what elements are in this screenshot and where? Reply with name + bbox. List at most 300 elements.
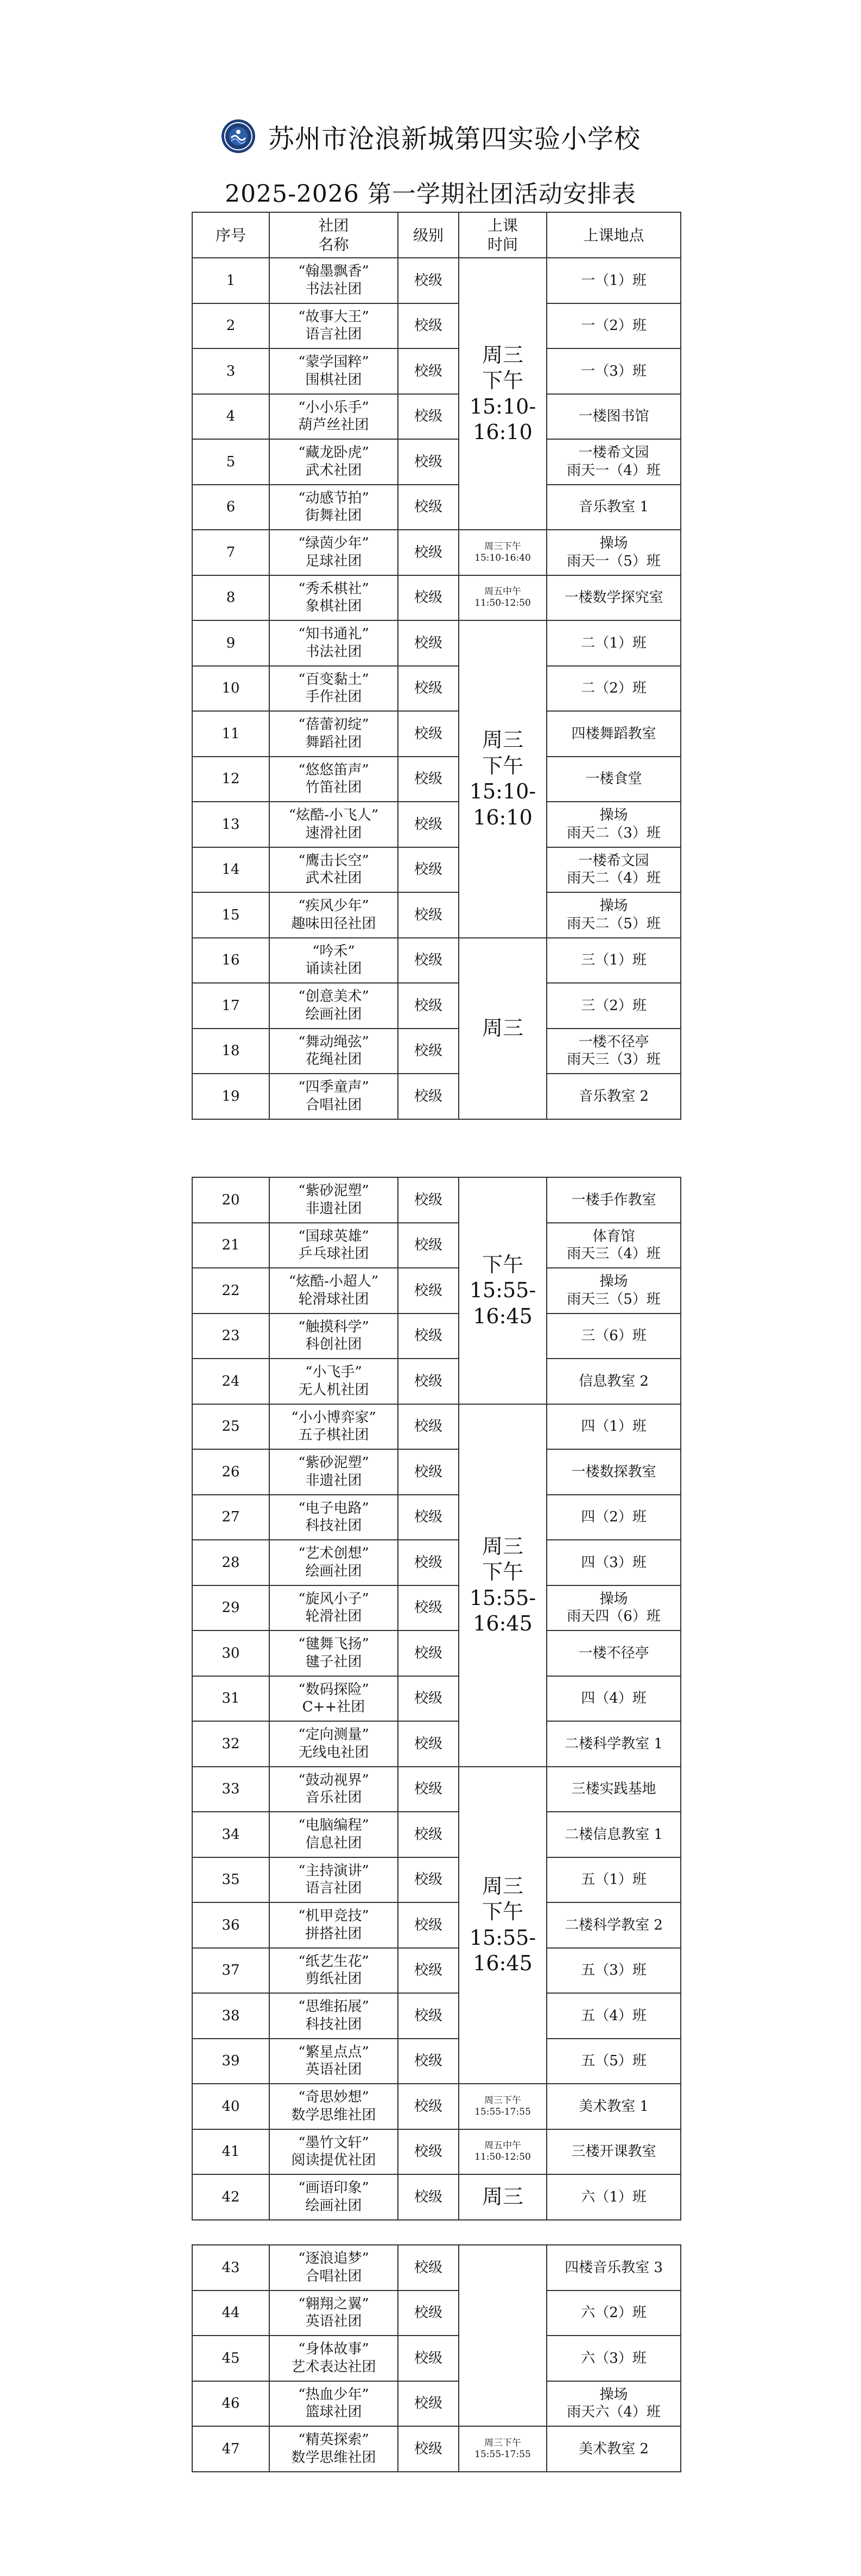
club-category: 数学思维社团 (291, 2107, 376, 2123)
col-header-name-line1: 社团 (318, 217, 349, 234)
table-row (192, 1029, 681, 1074)
class-time-line: 周三 (482, 342, 523, 367)
club-title: “主持演讲” (298, 1862, 369, 1879)
class-location-line: 二（1）班 (581, 635, 647, 651)
club-level: 校级 (398, 983, 459, 1029)
class-time (459, 1767, 547, 2084)
club-level: 校级 (398, 1902, 459, 1948)
class-time-line: 周三 (482, 728, 523, 752)
club-name (269, 1223, 398, 1268)
club-name (269, 2381, 398, 2427)
table-row (192, 1074, 681, 1119)
class-time (459, 2245, 547, 2426)
club-title: “鹰击长空” (298, 852, 369, 869)
club-name (269, 303, 398, 349)
club-title: “翱翔之翼” (298, 2295, 369, 2312)
table-row (192, 1993, 681, 2039)
club-level: 校级 (398, 2084, 459, 2129)
class-location-line: 三楼开课教室 (571, 2143, 656, 2160)
table-row (192, 711, 681, 757)
class-time-line: 15:55-17:55 (474, 2448, 531, 2460)
schedule-table-part-1 (192, 212, 681, 1120)
class-location (547, 1495, 681, 1540)
class-time (459, 2174, 547, 2220)
table-row (192, 2381, 681, 2427)
club-number: 24 (192, 1359, 269, 1404)
table-row (192, 1177, 681, 1223)
club-category: 速滑社团 (305, 824, 362, 841)
club-category: 葫芦丝社团 (298, 417, 369, 434)
club-name (269, 711, 398, 757)
club-category: 书法社团 (305, 643, 362, 660)
class-location-line: 四楼音乐教室 3 (565, 2259, 663, 2276)
class-location-line: 雨天六（4）班 (567, 2404, 661, 2421)
club-number: 8 (192, 575, 269, 621)
club-title: “鼓动视界” (298, 1772, 369, 1788)
table-row (192, 1857, 681, 1903)
club-name (269, 348, 398, 394)
table-row (192, 802, 681, 847)
club-number: 6 (192, 485, 269, 530)
club-category: 围棋社团 (305, 371, 362, 388)
club-category: 武术社团 (305, 870, 362, 887)
club-name (269, 1404, 398, 1450)
club-number: 37 (192, 1948, 269, 1994)
table-row (192, 938, 681, 984)
class-time-line: 周三下午 (484, 541, 521, 552)
club-title: “毽舞飞扬” (298, 1636, 369, 1653)
class-location-line: 一楼不径亭 (578, 1033, 649, 1050)
club-level: 校级 (398, 711, 459, 757)
club-level: 校级 (398, 802, 459, 847)
club-title: “吟禾” (312, 943, 355, 960)
club-number: 1 (192, 258, 269, 303)
col-header-location: 上课地点 (547, 212, 681, 258)
club-category: 音乐社团 (305, 1790, 362, 1806)
class-time-line: 周五中午 (484, 586, 521, 597)
class-time-line: 11:50-12:50 (474, 2152, 531, 2163)
class-location-line: 一（1）班 (581, 272, 647, 289)
club-category: 竹笛社团 (305, 779, 362, 796)
club-category: 绘画社团 (305, 1563, 362, 1579)
club-category: 拼搭社团 (305, 1925, 362, 1942)
class-location-line: 体育馆 (592, 1228, 635, 1245)
club-name (269, 258, 398, 303)
club-category: 非遗社团 (305, 1200, 362, 1217)
class-location-line: 操场 (599, 898, 628, 915)
club-name (269, 485, 398, 530)
club-name (269, 575, 398, 621)
club-name (269, 892, 398, 938)
class-location-line: 雨天三（5）班 (567, 1291, 661, 1308)
class-location-line: 一（3）班 (581, 363, 647, 379)
class-time-line: 周三 (482, 1874, 523, 1898)
class-time-line: 下午 (482, 369, 523, 392)
class-time-line: 周三 (482, 2185, 523, 2209)
club-category: 绘画社团 (305, 2197, 362, 2214)
club-number: 28 (192, 1540, 269, 1585)
club-category: 非遗社团 (305, 1472, 362, 1489)
club-level: 校级 (398, 1223, 459, 1268)
club-title: “故事大王” (298, 308, 369, 325)
club-category: 毽子社团 (305, 1653, 362, 1670)
club-title: “思维拓展” (298, 1998, 369, 2015)
club-category: 艺术表达社团 (291, 2358, 376, 2375)
club-category: 信息社团 (305, 1835, 362, 1851)
class-time-line: 16:45 (473, 1951, 533, 1976)
table-row (192, 2039, 681, 2084)
club-number: 25 (192, 1404, 269, 1450)
class-location-line: 雨天一（5）班 (567, 553, 661, 569)
club-name (269, 1721, 398, 1767)
club-number: 29 (192, 1585, 269, 1631)
club-category: C++社团 (302, 1699, 365, 1716)
class-time-line: 周三 (482, 1016, 523, 1040)
club-name (269, 530, 398, 575)
class-location-line: 一楼图书馆 (578, 408, 649, 424)
table-row (192, 1812, 681, 1857)
class-time-line: 下午 (482, 1252, 523, 1277)
class-location (547, 847, 681, 893)
club-title: “机甲竞技” (298, 1908, 369, 1925)
class-time-line: 15:55-17:55 (474, 2106, 531, 2117)
class-location-line: 六（2）班 (581, 2305, 647, 2321)
class-location (547, 1857, 681, 1903)
class-time (459, 620, 547, 938)
club-number: 42 (192, 2174, 269, 2220)
class-location (547, 1029, 681, 1074)
class-location (547, 2174, 681, 2220)
class-location-line: 五（4）班 (581, 2007, 647, 2024)
club-level: 校级 (398, 348, 459, 394)
club-number: 12 (192, 757, 269, 802)
club-name (269, 1812, 398, 1857)
club-category: 英语社团 (305, 2061, 362, 2078)
class-location-line: 一（2）班 (581, 318, 647, 334)
table-row (192, 1948, 681, 1994)
club-level: 校级 (398, 1812, 459, 1857)
table-row (192, 1540, 681, 1585)
club-level: 校级 (398, 1767, 459, 1812)
club-name (269, 1314, 398, 1359)
class-location (547, 1993, 681, 2039)
class-location (547, 1721, 681, 1767)
schedule-table-part-2 (192, 1177, 681, 2220)
class-location (547, 2084, 681, 2129)
club-number: 13 (192, 802, 269, 847)
class-time (459, 1404, 547, 1767)
class-location (547, 394, 681, 440)
table-row (192, 2336, 681, 2381)
table-row (192, 1359, 681, 1404)
col-header-time-line1: 上课 (487, 217, 518, 234)
class-location-line: 三（2）班 (581, 997, 647, 1014)
table-row (192, 983, 681, 1029)
class-location-line: 四（3）班 (581, 1554, 647, 1571)
club-level: 校级 (398, 1676, 459, 1722)
club-name (269, 983, 398, 1029)
table-row (192, 1767, 681, 1812)
class-time (459, 258, 547, 530)
class-location (547, 1676, 681, 1722)
class-location (547, 1404, 681, 1450)
table-row (192, 303, 681, 349)
club-title: “蒙学国粹” (298, 354, 369, 371)
club-title: “炫酷-小超人” (288, 1273, 379, 1290)
class-location-line: 雨天三（4）班 (567, 1246, 661, 1262)
class-location (547, 258, 681, 303)
table-row (192, 1676, 681, 1722)
class-location-line: 一楼希文园 (578, 445, 649, 461)
club-category: 书法社团 (305, 281, 362, 297)
class-time-line: 下午 (482, 1560, 523, 1584)
club-level: 校级 (398, 1449, 459, 1495)
club-name (269, 1857, 398, 1903)
class-location-line: 二（2）班 (581, 680, 647, 696)
class-location-line: 操场 (599, 1590, 628, 1607)
class-location (547, 938, 681, 984)
class-time (459, 530, 547, 575)
club-level: 校级 (398, 1857, 459, 1903)
class-location (547, 620, 681, 666)
class-location-line: 雨天二（4）班 (567, 870, 661, 887)
club-number: 31 (192, 1676, 269, 1722)
club-title: “繁星点点” (298, 2044, 369, 2060)
club-name (269, 2039, 398, 2084)
table-row (192, 258, 681, 303)
table-row (192, 666, 681, 712)
club-title: “动感节拍” (298, 490, 369, 506)
class-location (547, 2336, 681, 2381)
club-category: 科技社团 (305, 1518, 362, 1534)
class-time (459, 938, 547, 1119)
table-row (192, 757, 681, 802)
class-time (459, 2084, 547, 2129)
class-location-line: 一楼数探教室 (571, 1463, 656, 1480)
club-number: 20 (192, 1177, 269, 1223)
table-row (192, 575, 681, 621)
table-row (192, 2174, 681, 2220)
club-level: 校级 (398, 530, 459, 575)
class-time-line: 11:50-12:50 (474, 598, 531, 609)
table-header-row (192, 212, 681, 258)
club-level: 校级 (398, 2381, 459, 2427)
table-row (192, 1721, 681, 1767)
club-name (269, 2291, 398, 2336)
club-level: 校级 (398, 1029, 459, 1074)
club-title: “旋风小子” (298, 1590, 369, 1607)
class-time-line: 15:55- (469, 1925, 536, 1950)
club-number: 34 (192, 1812, 269, 1857)
class-location-line: 一楼希文园 (578, 852, 649, 869)
class-location-line: 四（2）班 (581, 1509, 647, 1525)
club-category: 诵读社团 (305, 961, 362, 978)
table-row (192, 1314, 681, 1359)
club-name (269, 1268, 398, 1314)
class-location-line: 雨天二（3）班 (567, 824, 661, 841)
club-name (269, 1074, 398, 1119)
club-category: 轮滑社团 (305, 1608, 362, 1625)
club-level: 校级 (398, 1074, 459, 1119)
class-time-line: 16:45 (473, 1611, 533, 1635)
class-location-line: 五（1）班 (581, 1871, 647, 1888)
class-time-line: 15:10- (469, 394, 536, 418)
club-category: 象棋社团 (305, 598, 362, 615)
club-number: 39 (192, 2039, 269, 2084)
club-number: 21 (192, 1223, 269, 1268)
club-category: 合唱社团 (305, 2268, 362, 2285)
club-level: 校级 (398, 1495, 459, 1540)
club-number: 2 (192, 303, 269, 349)
club-level: 校级 (398, 258, 459, 303)
club-number: 23 (192, 1314, 269, 1359)
club-title: “百变黏土” (298, 671, 369, 688)
club-level: 校级 (398, 485, 459, 530)
class-time (459, 1177, 547, 1404)
club-category: 数学思维社团 (291, 2449, 376, 2466)
class-time-line: 周三下午 (484, 2437, 521, 2448)
club-number: 44 (192, 2291, 269, 2336)
club-name (269, 1676, 398, 1722)
club-title: “触摸科学” (298, 1318, 369, 1335)
club-level: 校级 (398, 2174, 459, 2220)
class-location (547, 2426, 681, 2472)
club-number: 16 (192, 938, 269, 984)
club-title: “身体故事” (298, 2341, 369, 2358)
school-logo-icon (220, 118, 256, 154)
club-level: 校级 (398, 2245, 459, 2291)
class-location-line: 五（3）班 (581, 1962, 647, 1978)
class-location-line: 三（1）班 (581, 952, 647, 968)
class-location-line: 三楼实践基地 (571, 1781, 656, 1797)
class-location (547, 2291, 681, 2336)
club-level: 校级 (398, 2426, 459, 2472)
club-name (269, 2084, 398, 2129)
club-name (269, 2426, 398, 2472)
club-number: 36 (192, 1902, 269, 1948)
club-number: 41 (192, 2129, 269, 2175)
club-title: “画语印象” (298, 2180, 369, 2197)
class-location-line: 一楼食堂 (585, 771, 642, 787)
club-title: “逐浪追梦” (298, 2250, 369, 2267)
club-title: “炫酷-小飞人” (288, 807, 379, 824)
table-row (192, 1585, 681, 1631)
club-level: 校级 (398, 1314, 459, 1359)
club-number: 43 (192, 2245, 269, 2291)
club-level: 校级 (398, 2129, 459, 2175)
club-level: 校级 (398, 1404, 459, 1450)
class-location-line: 信息教室 2 (579, 1373, 649, 1389)
club-category: 无线电社团 (298, 1744, 369, 1761)
class-time-line: 16:10 (473, 805, 533, 829)
club-number: 32 (192, 1721, 269, 1767)
table-row (192, 892, 681, 938)
club-title: “国球英雄” (298, 1228, 369, 1245)
class-location-line: 美术教室 1 (579, 2098, 649, 2115)
club-level: 校级 (398, 666, 459, 712)
document-title: 2025-2026 第一学期社团活动安排表 (225, 180, 636, 208)
club-level: 校级 (398, 2039, 459, 2084)
club-level: 校级 (398, 303, 459, 349)
club-number: 27 (192, 1495, 269, 1540)
class-time-line: 周三 (482, 1534, 523, 1558)
club-number: 26 (192, 1449, 269, 1495)
club-level: 校级 (398, 620, 459, 666)
club-number: 38 (192, 1993, 269, 2039)
club-category: 科技社团 (305, 2016, 362, 2033)
club-name (269, 439, 398, 485)
col-header-name (269, 212, 398, 258)
class-location (547, 1268, 681, 1314)
club-title: “创意美术” (298, 988, 369, 1005)
club-name (269, 2129, 398, 2175)
table-row (192, 394, 681, 440)
club-title: “疾风少年” (298, 898, 369, 915)
club-title: “电脑编程” (298, 1817, 369, 1834)
club-title: “数码探险” (298, 1681, 369, 1698)
class-location-line: 一楼手作教室 (571, 1191, 656, 1208)
club-level: 校级 (398, 1630, 459, 1676)
class-location-line: 美术教室 2 (579, 2440, 649, 2457)
class-time-line: 16:10 (473, 420, 533, 444)
class-time-line: 周五中午 (484, 2140, 521, 2151)
table-row (192, 620, 681, 666)
club-name (269, 1585, 398, 1631)
class-location (547, 2245, 681, 2291)
club-level: 校级 (398, 757, 459, 802)
table-row (192, 2426, 681, 2472)
class-location (547, 802, 681, 847)
class-location-line: 雨天三（3）班 (567, 1051, 661, 1068)
club-number: 9 (192, 620, 269, 666)
class-location (547, 1074, 681, 1119)
table-row (192, 439, 681, 485)
table-row (192, 1630, 681, 1676)
club-category: 剪纸社团 (305, 1971, 362, 1988)
club-category: 英语社团 (305, 2313, 362, 2330)
club-name (269, 1359, 398, 1404)
club-level: 校级 (398, 1540, 459, 1585)
club-category: 科创社团 (305, 1336, 362, 1353)
club-title: “小小博弈家” (291, 1409, 376, 1426)
club-title: “知书通礼” (298, 626, 369, 643)
table-row (192, 847, 681, 893)
club-name (269, 1993, 398, 2039)
table-row (192, 2291, 681, 2336)
club-name (269, 666, 398, 712)
table-row (192, 485, 681, 530)
club-name (269, 1495, 398, 1540)
club-name (269, 1948, 398, 1994)
class-location (547, 348, 681, 394)
club-title: “紫砂泥塑” (298, 1183, 369, 1200)
class-location (547, 1902, 681, 1948)
col-header-level: 级别 (398, 212, 459, 258)
club-number: 40 (192, 2084, 269, 2129)
class-location-line: 一楼不径亭 (578, 1645, 649, 1661)
club-name (269, 2174, 398, 2220)
club-name (269, 1767, 398, 1812)
class-location-line: 四（1）班 (581, 1418, 647, 1435)
class-location (547, 303, 681, 349)
club-name (269, 847, 398, 893)
club-title: “定向测量” (298, 1727, 369, 1743)
club-name (269, 620, 398, 666)
class-location (547, 439, 681, 485)
club-name (269, 2245, 398, 2291)
class-time-line: 下午 (482, 1900, 523, 1924)
club-category: 足球社团 (305, 553, 362, 569)
